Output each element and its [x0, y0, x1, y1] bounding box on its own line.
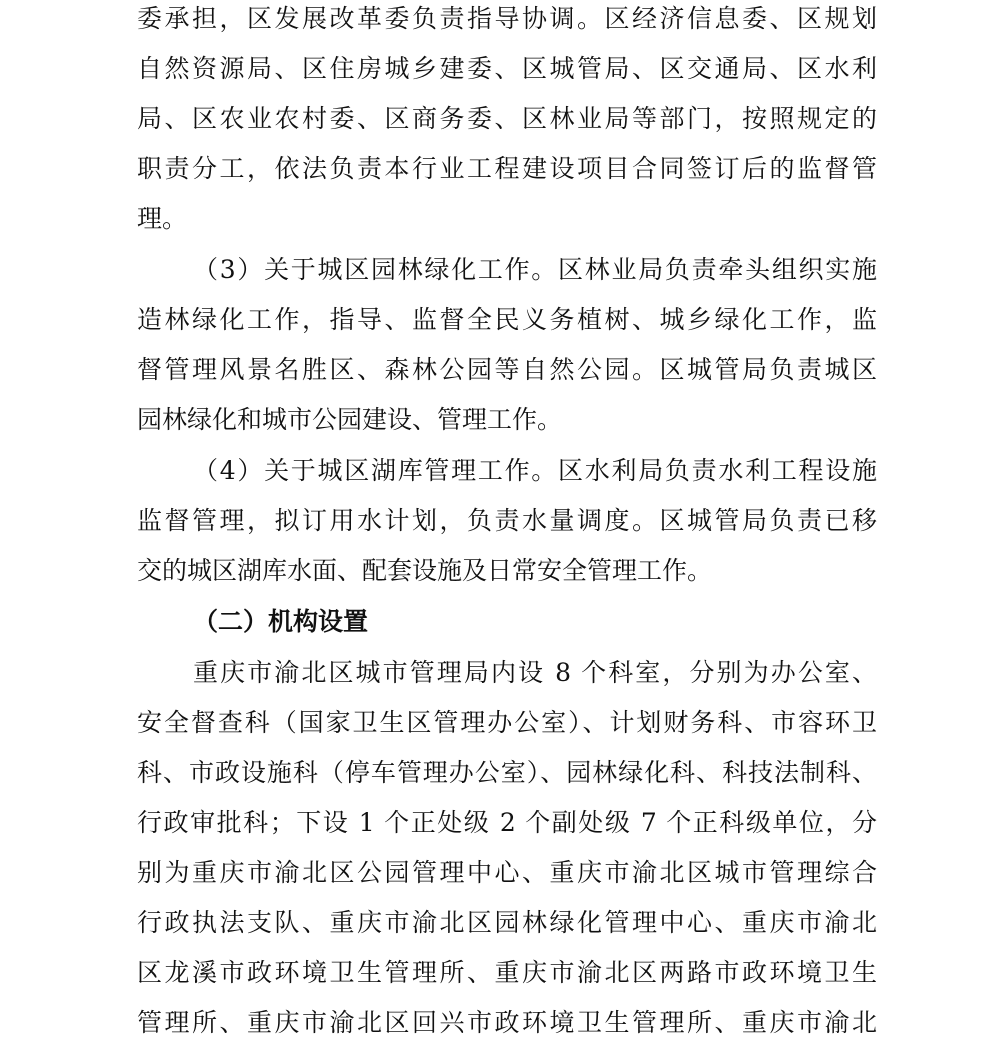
text-line-21: 管理所、重庆市渝北区回兴市政环境卫生管理所、重庆市渝北	[137, 1008, 877, 1037]
text-line-20: 区龙溪市政环境卫生管理所、重庆市渝北区两路市政环境卫生	[137, 958, 877, 987]
text-line-11: 监督管理，拟订用水计划，负责水量调度。区城管局负责已移	[137, 506, 877, 535]
text-line-4: 职责分工，依法负责本行业工程建设项目合同签订后的监督管	[137, 154, 877, 183]
text-line-18: 别为重庆市渝北区公园管理中心、重庆市渝北区城市管理综合	[137, 858, 877, 887]
text-line-7: 造林绿化工作，指导、监督全民义务植树、城乡绿化工作，监	[137, 305, 877, 334]
text-line-1: 委承担，区发展改革委负责指导协调。区经济信息委、区规划	[137, 4, 877, 33]
text-line-19: 行政执法支队、重庆市渝北区园林绿化管理中心、重庆市渝北	[137, 908, 877, 937]
text-line-3: 局、区农业农村委、区商务委、区林业局等部门，按照规定的	[137, 104, 877, 133]
paragraph-org-first-line: 重庆市渝北区城市管理局内设 8 个科室，分别为办公室、	[193, 658, 877, 687]
paragraph-3-first-line: （3）关于城区园林绿化工作。区林业局负责牵头组织实施	[193, 255, 877, 284]
text-line-16: 科、市政设施科（停车管理办公室）、园林绿化科、科技法制科、	[137, 758, 877, 787]
text-line-9: 园林绿化和城市公园建设、管理工作。	[137, 405, 563, 434]
paragraph-4-first-line: （4）关于城区湖库管理工作。区水利局负责水利工程设施	[193, 456, 877, 485]
text-line-2: 自然资源局、区住房城乡建委、区城管局、区交通局、区水利	[137, 54, 877, 83]
text-line-12: 交的城区湖库水面、配套设施及日常安全管理工作。	[137, 556, 713, 585]
text-line-8: 督管理风景名胜区、森林公园等自然公园。区城管局负责城区	[137, 355, 877, 384]
text-line-17: 行政审批科；下设 1 个正处级 2 个副处级 7 个正科级单位，分	[137, 808, 877, 837]
section-heading-org-setup: （二）机构设置	[193, 607, 369, 636]
text-line-5: 理。	[137, 204, 188, 233]
text-line-15: 安全督查科（国家卫生区管理办公室）、计划财务科、市容环卫	[137, 708, 877, 737]
